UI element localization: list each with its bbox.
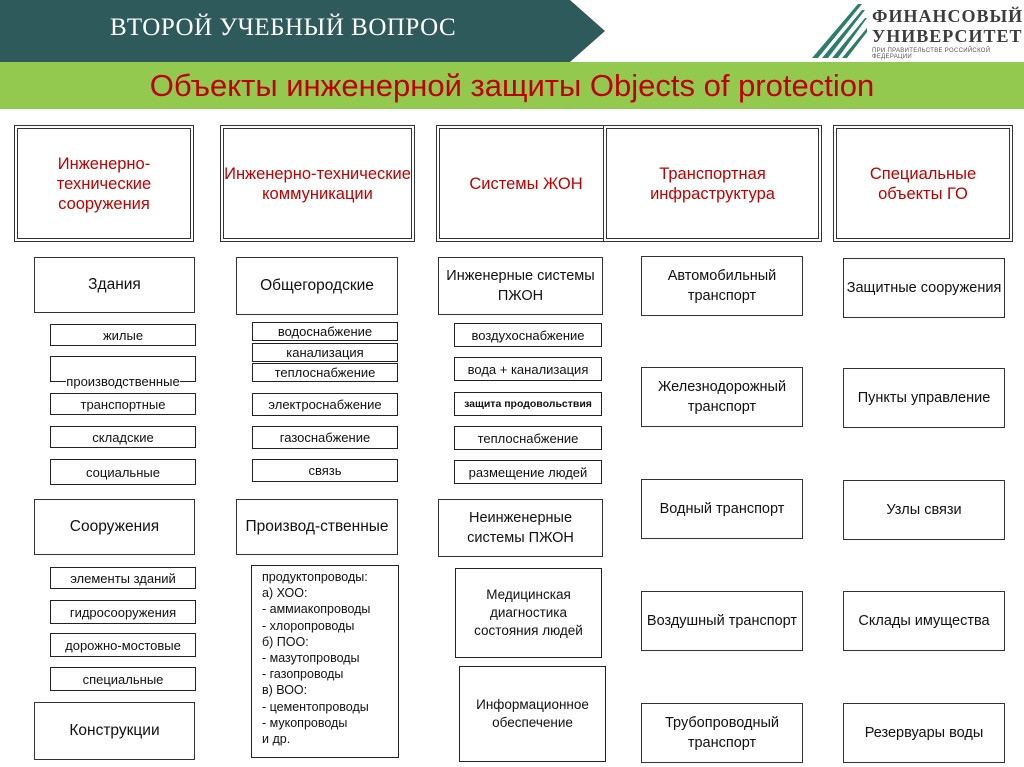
pipeline-item: а) ХОО: [262, 586, 308, 601]
pipeline-item: - цементопроводы [262, 699, 369, 714]
civil-defense-item: Защитные сооружения [843, 258, 1005, 318]
building-type-item: транспортные [50, 393, 196, 415]
information-support-box: Информационное обеспечение [459, 666, 606, 762]
pipeline-item: - газопроводы [262, 667, 344, 682]
pipelines-list [251, 565, 399, 758]
university-logo [810, 2, 1024, 60]
building-type-item: складские [50, 426, 196, 448]
pipeline-item: - мазутопроводы [262, 651, 360, 666]
urban-type-item: теплоснабжение [252, 363, 398, 382]
section-title: ВТОРОЙ УЧЕБНЫЙ ВОПРОС [110, 14, 457, 41]
structure-type-item: гидросооружения [50, 600, 196, 624]
engineering-system-item: вода + канализация [454, 357, 602, 381]
slide-title: Объекты инженерной защиты Objects of protection [149, 68, 875, 103]
buildings-box: Здания [34, 257, 195, 313]
transport-item: Водный транспорт [641, 479, 803, 539]
non-engineering-systems-box: Неинженерные системы ПЖОН [438, 499, 603, 557]
building-type-item: жилые [50, 324, 196, 346]
urban-communications-box: Общегородские [236, 257, 398, 315]
civil-defense-item: Узлы связи [843, 480, 1005, 540]
pipeline-item: продуктопроводы: [262, 570, 368, 584]
header-civil-defense-objects: Специальные объекты ГО [833, 125, 1013, 242]
logo-text-line1: ФИНАНСОВЫЙ [872, 6, 1024, 26]
urban-type-item: электроснабжение [252, 393, 398, 416]
building-type-label: производственные [66, 374, 180, 389]
structure-type-item: дорожно-мостовые [50, 633, 196, 657]
urban-type-item: водоснабжение [252, 322, 398, 341]
transport-item: Воздушный транспорт [641, 591, 803, 651]
header-engineering-structures: Инженерно-технические сооружения [14, 125, 194, 242]
structure-type-item: элементы зданий [50, 567, 196, 589]
civil-defense-item: Резервуары воды [843, 703, 1005, 763]
engineering-system-item: теплоснабжение [454, 426, 602, 450]
logo-text-line2: УНИВЕРСИТЕТ [872, 26, 1023, 46]
constructions-box: Конструкции [34, 702, 195, 760]
pipeline-item: и др. [262, 732, 291, 747]
logo-stripes-icon [810, 2, 868, 60]
civil-defense-item: Склады имущества [843, 591, 1005, 651]
header-engineering-communications: Инженерно-технические коммуникации [220, 125, 415, 242]
header-transport-infrastructure: Транспортная инфраструктура [603, 125, 822, 242]
engineering-system-item: воздухоснабжение [454, 323, 602, 347]
transport-item: Автомобильный транспорт [641, 256, 803, 316]
structure-type-item: специальные [50, 667, 196, 691]
building-type-item: социальные [50, 459, 196, 485]
industrial-communications-box: Производ-ственные [236, 499, 398, 555]
pipeline-item: - хлоропроводы [262, 618, 355, 633]
transport-item: Трубопроводный транспорт [641, 703, 803, 763]
transport-item: Железнодорожный транспорт [641, 367, 803, 427]
urban-type-item: связь [252, 459, 398, 482]
header-life-support-systems: Системы ЖОН [436, 125, 616, 242]
logo-text-line3: ПРИ ПРАВИТЕЛЬСТВЕ РОССИЙСКОЙ ФЕДЕРАЦИИ [872, 48, 991, 60]
structures-box: Сооружения [34, 499, 195, 555]
pipeline-item: - мукопроводы [262, 715, 348, 730]
pipeline-item: - аммиакопроводы [262, 602, 371, 617]
engineering-system-item: защита продовольствия [454, 392, 602, 416]
urban-type-item: газоснабжение [252, 426, 398, 449]
engineering-systems-box: Инженерные системы ПЖОН [438, 257, 603, 315]
medical-diagnostics-box: Медицинская диагностика состояния людей [455, 568, 602, 658]
urban-type-item: канализация [252, 343, 398, 362]
civil-defense-item: Пункты управление [843, 368, 1005, 428]
engineering-system-item: размещение людей [454, 460, 602, 484]
pipeline-item: в) ВОО: [262, 683, 308, 698]
building-type-item [50, 356, 196, 389]
pipeline-item: б) ПОО: [262, 634, 309, 649]
